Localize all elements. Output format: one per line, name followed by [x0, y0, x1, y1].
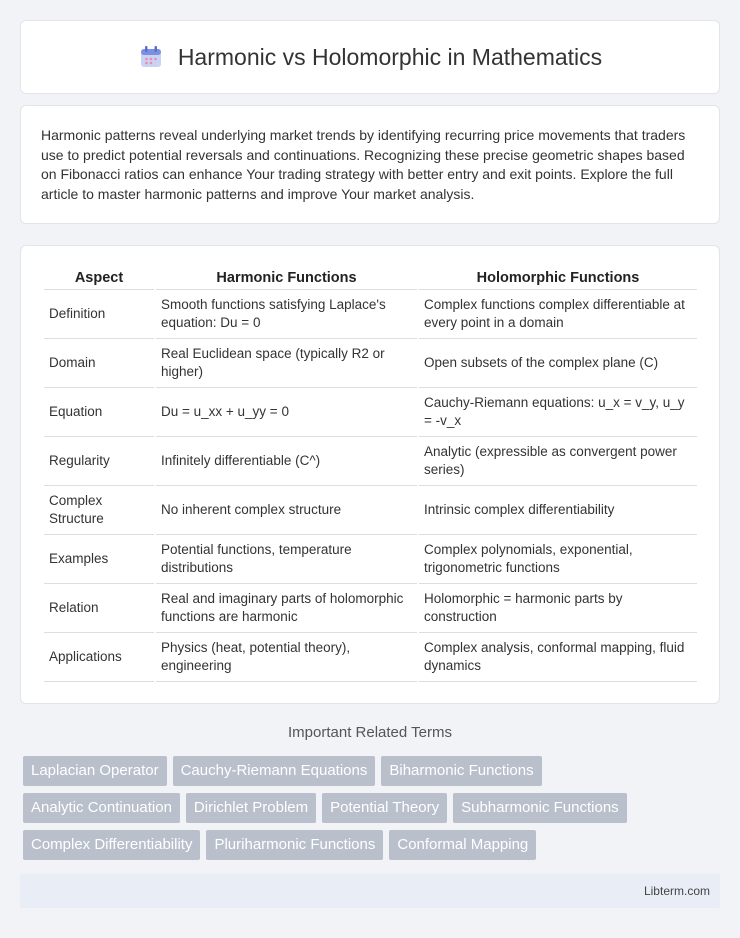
related-terms-title: Important Related Terms: [288, 724, 452, 741]
table-cell-aspect: Examples: [44, 535, 154, 584]
tag-row: [23, 793, 723, 823]
table-cell-aspect: Complex Structure: [44, 486, 154, 535]
intro-text: Harmonic patterns reveal underlying market trends by identifying recurring price movements that traders use to predict potential reversals and continuations. Recognizing these precise geometric shapes based on Fibonacci ratios can enhance Your trading strategy with better entry and exit points. Explore the full article to master harmonic patterns and improve Your market analysis.: [41, 127, 686, 202]
column-header-holomorphic: Holomorphic Functions: [419, 266, 697, 290]
table-cell-harmonic: Du = u_xx + u_yy = 0: [156, 388, 417, 437]
table-cell-holomorphic: Open subsets of the complex plane (C): [419, 339, 697, 388]
table-row: [44, 437, 697, 486]
table-row: [44, 486, 697, 535]
intro-card: [20, 105, 720, 224]
table-cell-holomorphic: Cauchy-Riemann equations: u_x = v_y, u_y = -v_x: [419, 388, 697, 437]
table-cell-aspect: Equation: [44, 388, 154, 437]
table-cell-aspect: Applications: [44, 633, 154, 682]
header-card: [20, 20, 720, 94]
table-row: [44, 388, 697, 437]
table-cell-harmonic: No inherent complex structure: [156, 486, 417, 535]
table-row: [44, 584, 697, 633]
table-row: [44, 535, 697, 584]
table-cell-aspect: Relation: [44, 584, 154, 633]
table-cell-harmonic: Real and imaginary parts of holomorphic functions are harmonic: [156, 584, 417, 633]
table-row: [44, 633, 697, 682]
related-term-tag[interactable]: Pluriharmonic Functions: [206, 830, 383, 860]
column-header-aspect: Aspect: [44, 266, 154, 290]
table-cell-harmonic: Potential functions, temperature distributions: [156, 535, 417, 584]
related-term-tag[interactable]: Complex Differentiability: [23, 830, 200, 860]
table-cell-holomorphic: Complex analysis, conformal mapping, fluid dynamics: [419, 633, 697, 682]
related-term-tag[interactable]: Conformal Mapping: [389, 830, 536, 860]
table-header-row: [44, 266, 697, 290]
table-cell-holomorphic: Holomorphic = harmonic parts by construction: [419, 584, 697, 633]
table-cell-holomorphic: Complex polynomials, exponential, trigonometric functions: [419, 535, 697, 584]
footer: [20, 874, 720, 908]
comparison-table: [42, 266, 699, 682]
table-cell-holomorphic: Analytic (expressible as convergent power series): [419, 437, 697, 486]
table-cell-holomorphic: Intrinsic complex differentiability: [419, 486, 697, 535]
table-cell-aspect: Definition: [44, 290, 154, 339]
related-terms-list: [23, 756, 723, 867]
calendar-icon: [138, 44, 164, 70]
tag-row: [23, 830, 723, 860]
footer-link[interactable]: Libterm.com: [643, 884, 710, 898]
page-title: Harmonic vs Holomorphic in Mathematics: [177, 43, 603, 70]
table-cell-holomorphic: Complex functions complex differentiable at every point in a domain: [419, 290, 697, 339]
table-cell-aspect: Regularity: [44, 437, 154, 486]
table-cell-aspect: Domain: [44, 339, 154, 388]
comparison-table-card: [20, 245, 720, 704]
related-term-tag[interactable]: Laplacian Operator: [23, 756, 167, 786]
table-cell-harmonic: Smooth functions satisfying Laplace's equation: Du = 0: [156, 290, 417, 339]
table-row: [44, 339, 697, 388]
related-term-tag[interactable]: Cauchy-Riemann Equations: [173, 756, 376, 786]
tag-row: [23, 756, 723, 786]
table-cell-harmonic: Real Euclidean space (typically R2 or higher): [156, 339, 417, 388]
table-cell-harmonic: Physics (heat, potential theory), engineering: [156, 633, 417, 682]
table-row: [44, 290, 697, 339]
related-term-tag[interactable]: Potential Theory: [322, 793, 447, 823]
related-term-tag[interactable]: Analytic Continuation: [23, 793, 180, 823]
column-header-harmonic: Harmonic Functions: [156, 266, 417, 290]
related-term-tag[interactable]: Biharmonic Functions: [381, 756, 541, 786]
related-term-tag[interactable]: Dirichlet Problem: [186, 793, 316, 823]
table-cell-harmonic: Infinitely differentiable (C^): [156, 437, 417, 486]
related-term-tag[interactable]: Subharmonic Functions: [453, 793, 627, 823]
